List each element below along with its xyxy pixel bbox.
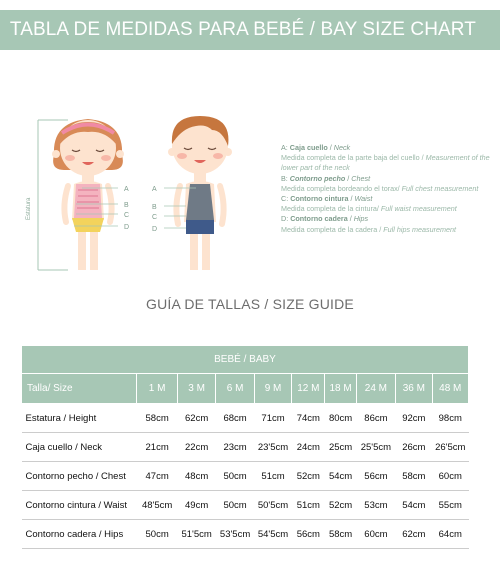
measurement-illustration [0, 100, 280, 290]
table-cell: 62cm [396, 520, 432, 549]
table-cell: 53cm [356, 491, 396, 520]
legend-title-waist: C: Contorno cintura / Waist [281, 194, 373, 204]
table-row [22, 433, 469, 462]
table-cell: 50'5cm [254, 491, 291, 520]
table-cell: 23cm [216, 433, 254, 462]
legend-desc-chest: Medida completa bordeando el torax/ Full chest measurement [281, 183, 479, 193]
size-header: 9 M [254, 374, 291, 404]
size-header: 1 M [137, 374, 178, 404]
row-label: Contorno cintura / Waist [22, 491, 137, 520]
table-cell: 50cm [137, 520, 178, 549]
table-row [22, 404, 469, 433]
girl-marker-c: C [124, 212, 130, 219]
table-cell: 92cm [396, 404, 432, 433]
table-cell: 54cm [325, 462, 356, 491]
table-cell: 49cm [177, 491, 215, 520]
group-header: BEBÉ / BABY [22, 346, 469, 374]
table-cell: 58cm [325, 520, 356, 549]
table-cell: 62cm [177, 404, 215, 433]
table-cell: 60cm [356, 520, 396, 549]
size-guide-title: GUÍA DE TALLAS / SIZE GUIDE [146, 296, 354, 312]
table-cell: 23'5cm [254, 433, 291, 462]
table-cell: 64cm [432, 520, 468, 549]
table-cell: 54'5cm [254, 520, 291, 549]
boy-marker-b: B [152, 204, 157, 211]
row-label: Contorno cadera / Hips [22, 520, 137, 549]
table-row [22, 462, 469, 491]
table-cell: 51'5cm [177, 520, 215, 549]
girl-marker-d: D [124, 224, 130, 231]
size-header: 3 M [177, 374, 215, 404]
boy-marker-c: C [152, 214, 158, 221]
table-cell: 51cm [254, 462, 291, 491]
row-label: Contorno pecho / Chest [22, 462, 137, 491]
table-cell: 50cm [216, 462, 254, 491]
table-cell: 52cm [325, 491, 356, 520]
table-cell: 80cm [325, 404, 356, 433]
table-cell: 68cm [216, 404, 254, 433]
size-column-header: Talla/ Size [22, 374, 137, 404]
legend-desc-waist: Medida completa de la cintura/ Full waist measurement [281, 204, 457, 214]
table-row [22, 491, 469, 520]
table-cell: 26'5cm [432, 433, 468, 462]
size-header: 36 M [396, 374, 432, 404]
table-cell: 51cm [292, 491, 325, 520]
legend-desc-hips: Medida completa de la cadera / Full hips measurement [281, 224, 457, 234]
page-banner [0, 10, 500, 50]
table-cell: 48'5cm [137, 491, 178, 520]
banner-title: TABLA DE MEDIDAS PARA BEBÉ / BAY SIZE CHART [9, 19, 476, 40]
table-cell: 25'5cm [356, 433, 396, 462]
table-header-row [22, 374, 469, 404]
girl-marker-a: A [124, 186, 129, 193]
table-cell: 56cm [292, 520, 325, 549]
row-label: Caja cuello / Neck [22, 433, 137, 462]
table-cell: 58cm [137, 404, 178, 433]
girl-figure [52, 119, 124, 270]
table-cell: 21cm [137, 433, 178, 462]
table-cell: 22cm [177, 433, 215, 462]
table-cell: 52cm [292, 462, 325, 491]
table-cell: 74cm [292, 404, 325, 433]
table-cell: 53'5cm [216, 520, 254, 549]
table-cell: 56cm [356, 462, 396, 491]
girl-marker-b: B [124, 202, 129, 209]
size-header: 24 M [356, 374, 396, 404]
table-cell: 58cm [396, 462, 432, 491]
size-header: 18 M [325, 374, 356, 404]
size-header: 12 M [292, 374, 325, 404]
boy-marker-a: A [152, 186, 157, 193]
table-cell: 98cm [432, 404, 468, 433]
size-header: 48 M [432, 374, 468, 404]
table-cell: 47cm [137, 462, 178, 491]
legend-desc-neck: Medida completa de la parte baja del cuello / Measurement of the lower part of the neck [281, 153, 490, 173]
size-table [21, 345, 469, 549]
measurement-legend [281, 143, 500, 235]
boy-marker-d: D [152, 226, 158, 233]
legend-title-chest: B: Contorno pecho / Chest [281, 173, 371, 183]
table-cell: 60cm [432, 462, 468, 491]
table-cell: 48cm [177, 462, 215, 491]
table-cell: 24cm [292, 433, 325, 462]
table-group-row [22, 346, 469, 374]
table-cell: 71cm [254, 404, 291, 433]
table-cell: 86cm [356, 404, 396, 433]
table-cell: 55cm [432, 491, 468, 520]
table-cell: 54cm [396, 491, 432, 520]
table-cell: 50cm [216, 491, 254, 520]
table-row [22, 520, 469, 549]
table-cell: 26cm [396, 433, 432, 462]
legend-title-neck: A: Caja cuello / Neck [281, 143, 351, 152]
table-cell: 25cm [325, 433, 356, 462]
size-header: 6 M [216, 374, 254, 404]
legend-title-hips: D: Contorno cadera / Hips [281, 214, 369, 224]
boy-figure [168, 116, 232, 270]
row-label: Estatura / Height [22, 404, 137, 433]
height-label: Estatura [26, 197, 32, 220]
